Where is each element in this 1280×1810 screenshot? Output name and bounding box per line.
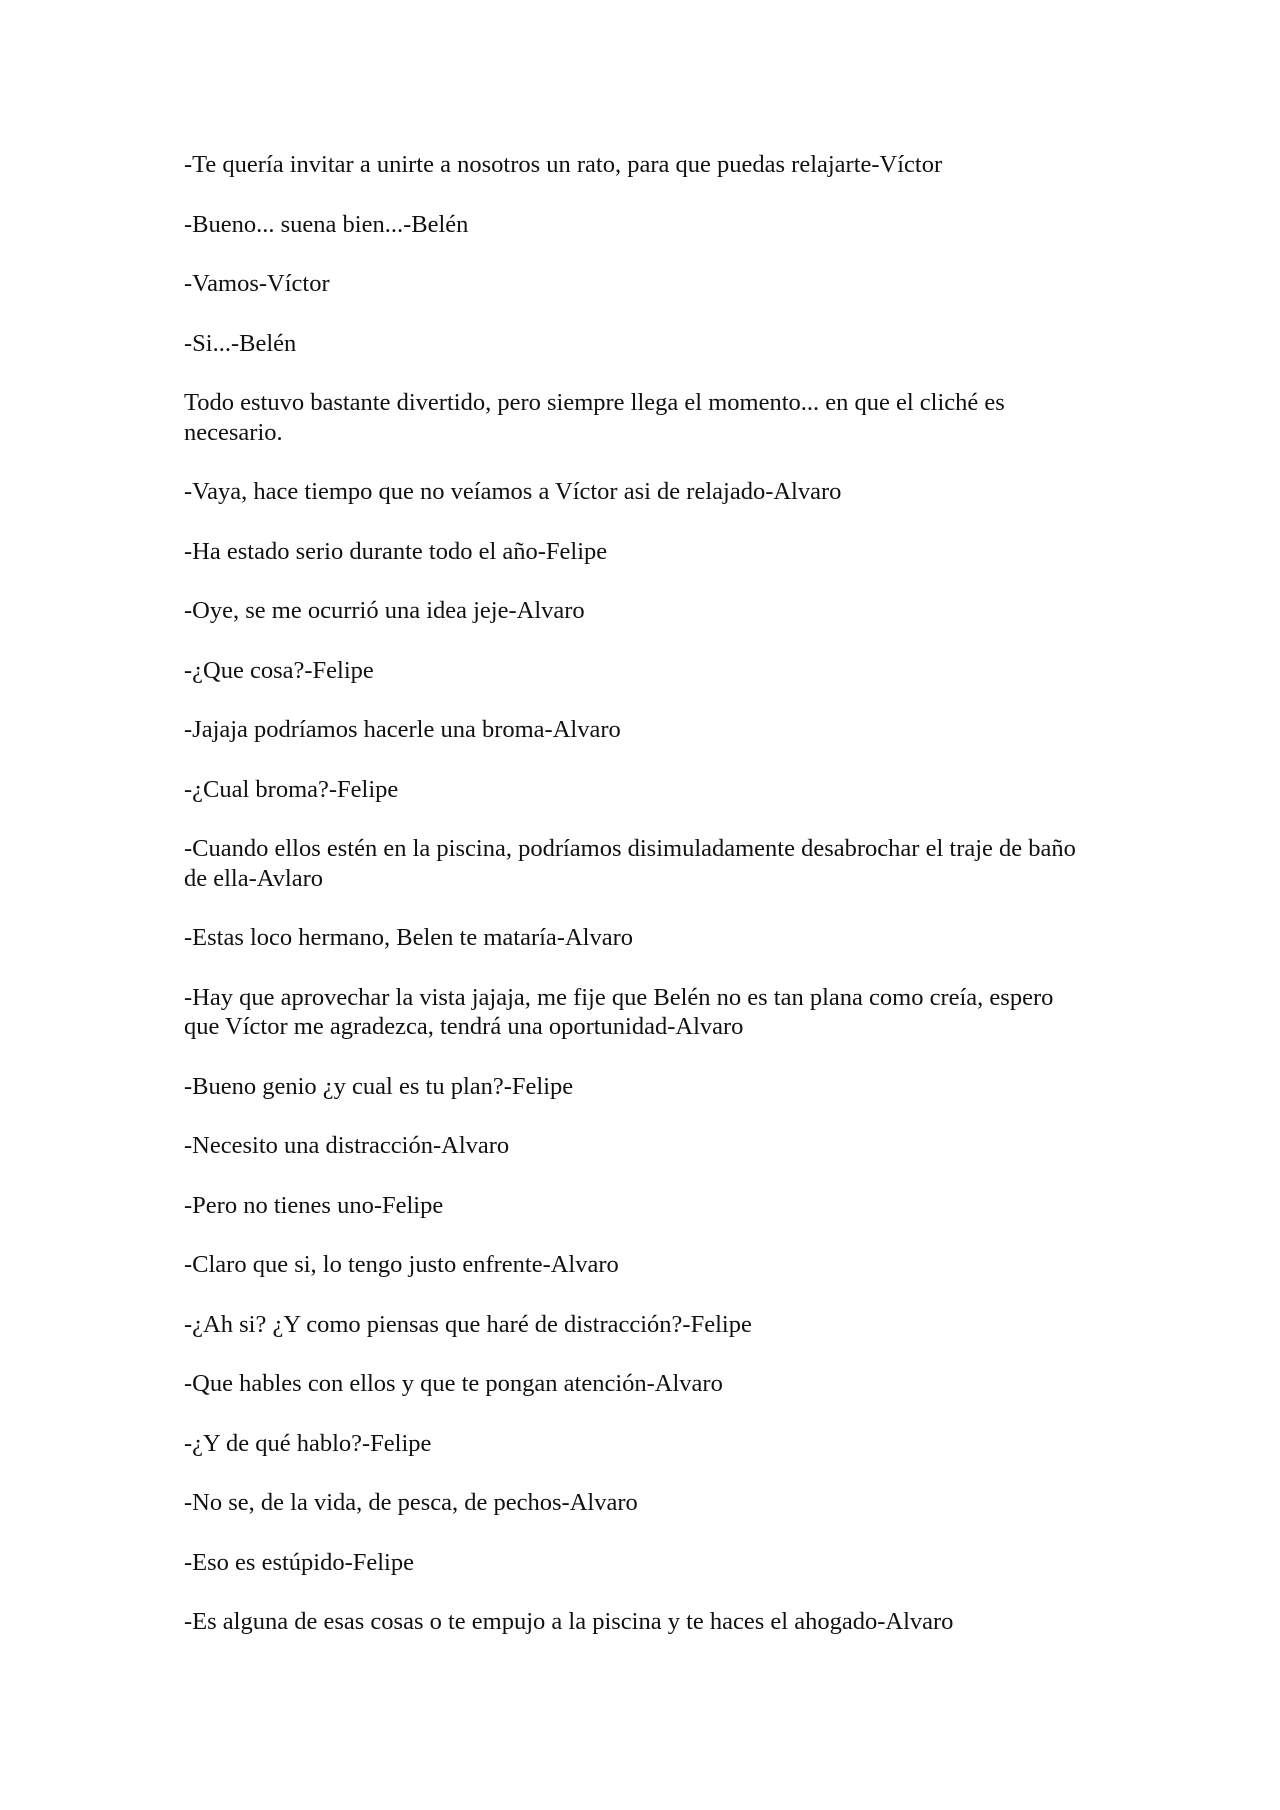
paragraph: -Bueno genio ¿y cual es tu plan?-Felipe xyxy=(184,1072,574,1100)
paragraph: -Si...-Belén xyxy=(184,329,297,357)
paragraph: -¿Que cosa?-Felipe xyxy=(184,656,374,684)
paragraph: -Que hables con ellos y que te pongan atención-Alvaro xyxy=(184,1370,723,1397)
paragraph: Todo estuvo bastante divertido, pero siempre llega el momento... en que el cliché es necesario. xyxy=(184,389,1005,446)
paragraph: -Ha estado serio durante todo el año-Felipe xyxy=(184,537,608,565)
paragraph: -¿Y de qué hablo?-Felipe xyxy=(184,1429,432,1457)
paragraph: -Necesito una distracción-Alvaro xyxy=(184,1132,510,1159)
paragraph: -Vaya, hace tiempo que no veíamos a Víctor asi de relajado-Alvaro xyxy=(184,478,842,505)
paragraph: -Claro que si, lo tengo justo enfrente-Alvaro xyxy=(184,1251,619,1278)
paragraph: -¿Ah si? ¿Y como piensas que haré de distracción?-Felipe xyxy=(184,1310,752,1338)
document-body xyxy=(184,150,1084,1667)
paragraph: -Oye, se me ocurrió una idea jeje-Alvaro xyxy=(184,597,585,624)
paragraph: -Hay que aprovechar la vista jajaja, me fije que Belén no es tan plana como creía, espero que Víctor me agradezca, tendrá una oportunidad-Alvaro xyxy=(184,983,1054,1040)
paragraph: -Estas loco hermano, Belen te mataría-Alvaro xyxy=(184,924,633,951)
paragraph: -Vamos-Víctor xyxy=(184,270,330,297)
paragraph: -Cuando ellos estén en la piscina, podríamos disimuladamente desabrochar el traje de baño de ella-Avlaro xyxy=(184,835,1076,892)
paragraph: -Es alguna de esas cosas o te empujo a la piscina y te haces el ahogado-Alvaro xyxy=(184,1608,954,1635)
paragraph: -Jajaja podríamos hacerle una broma-Alvaro xyxy=(184,716,621,743)
paragraph: -Pero no tienes uno-Felipe xyxy=(184,1191,444,1219)
paragraph: -Te quería invitar a unirte a nosotros un rato, para que puedas relajarte-Víctor xyxy=(184,151,943,178)
paragraph: -¿Cual broma?-Felipe xyxy=(184,775,399,803)
paragraph: -No se, de la vida, de pesca, de pechos-Alvaro xyxy=(184,1489,638,1516)
paragraph: -Bueno... suena bien...-Belén xyxy=(184,210,469,238)
paragraph: -Eso es estúpido-Felipe xyxy=(184,1548,414,1576)
